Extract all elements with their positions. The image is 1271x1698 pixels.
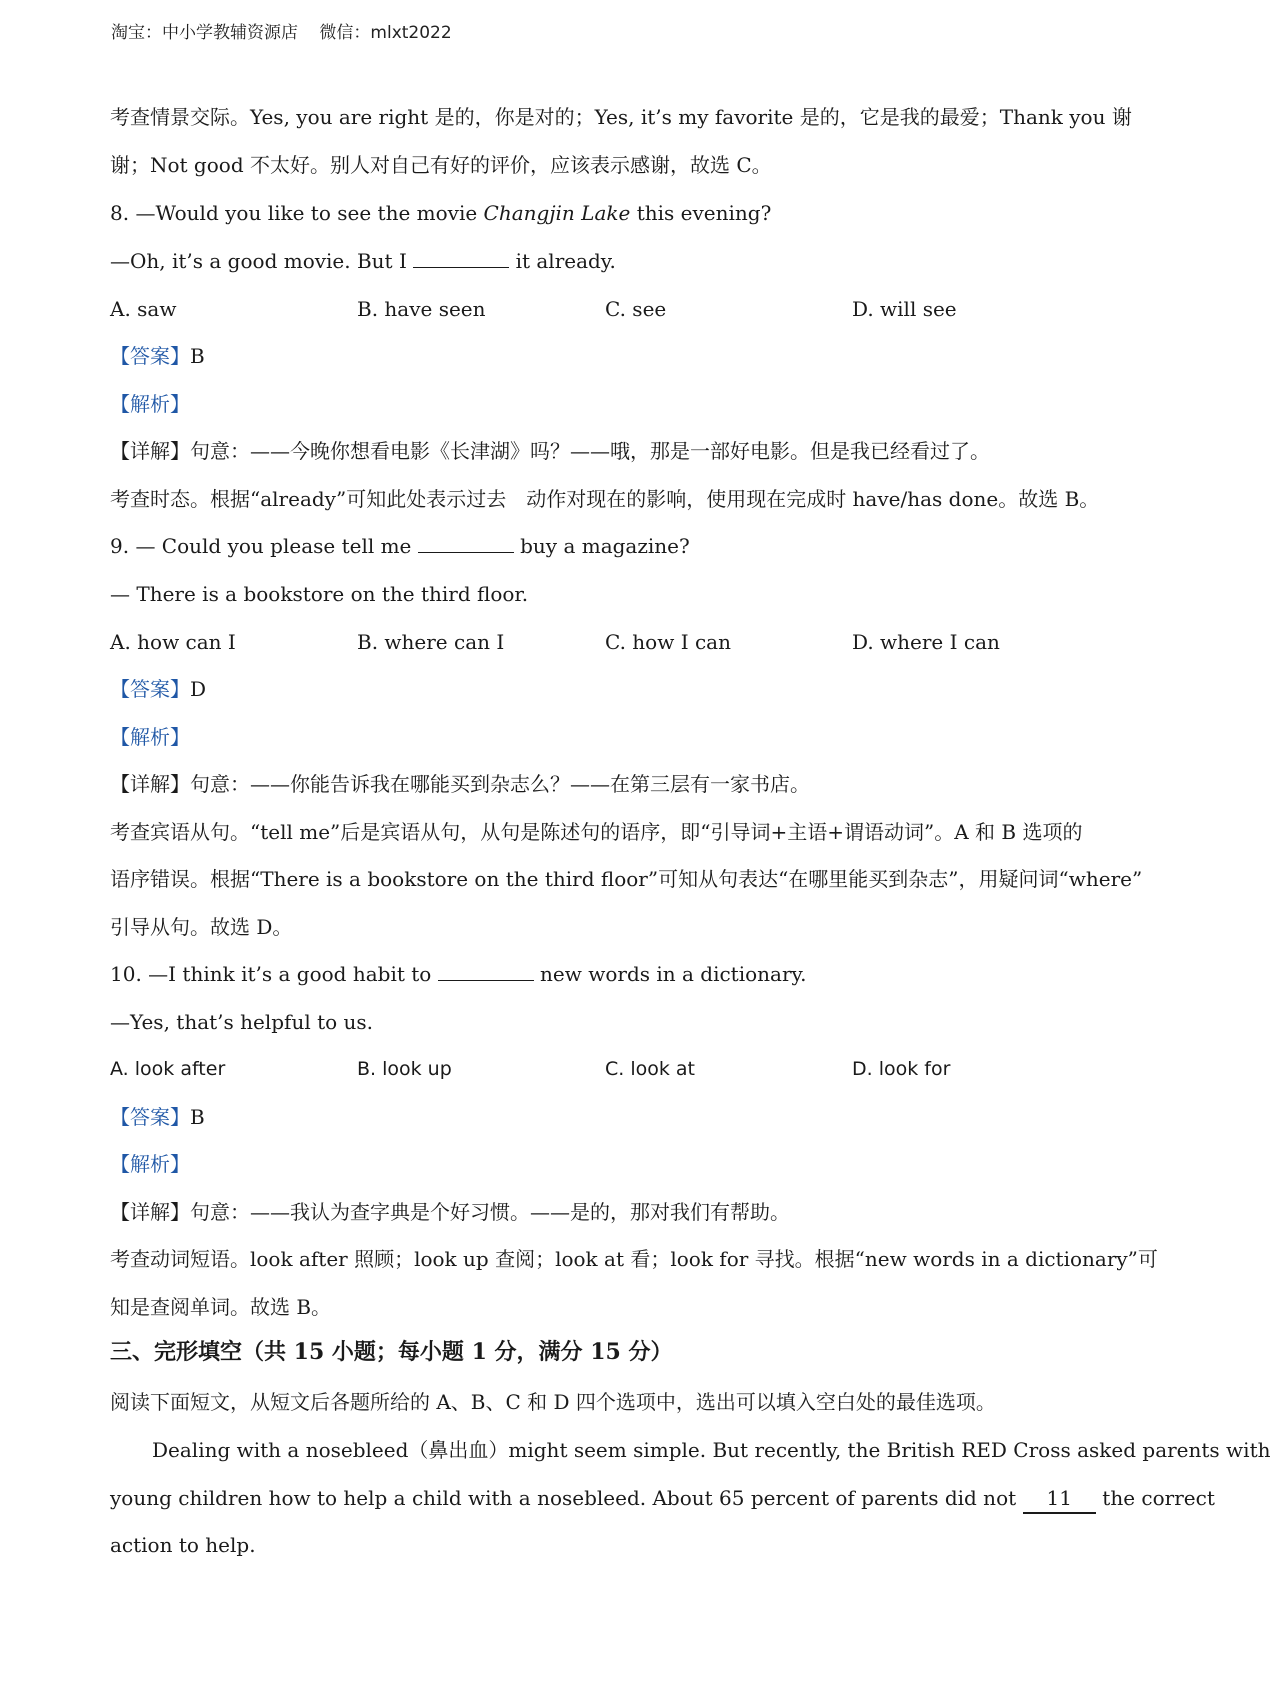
answer-value: B [190, 1105, 205, 1129]
option-d: D. where I can [852, 630, 1000, 654]
analysis-tag: 【解析】 [110, 1152, 190, 1176]
question-10-reply: —Yes, that’s helpful to us. [110, 1010, 374, 1034]
passage-line: young children how to help a child with a nosebleed. About 65 percent of parents did not 11 the correct [110, 1484, 1215, 1514]
question-8: 8. —Would you like to see the movie Changjin Lake this evening? [110, 201, 772, 225]
answer-blank [438, 962, 534, 981]
passage-line: action to help. [110, 1533, 256, 1557]
option-d: D. look for [852, 1058, 951, 1080]
question-8-reply: —Oh, it’s a good movie. But I it already. [110, 249, 616, 273]
option-c: C. look at [605, 1058, 696, 1080]
detail-tag: 【详解】 [110, 439, 190, 463]
question-10: 10. —I think it’s a good habit to new words in a dictionary. [110, 962, 807, 986]
explanation-line: 谢；Not good 不太好。别人对自己有好的评价，应该表示感谢，故选 C。 [110, 153, 772, 177]
blank-11: 11 [1023, 1484, 1096, 1514]
answer-value: D [190, 677, 207, 701]
option-b: B. look up [357, 1058, 452, 1080]
section-heading: 三、完形填空（共 15 小题；每小题 1 分，满分 15 分） [110, 1339, 673, 1365]
answer-tag: 【答案】 [110, 1105, 190, 1129]
detail-line: 考查时态。根据“already”可知此处表示过去 动作对现在的影响，使用现在完成时 have/has done。故选 B。 [110, 487, 1100, 511]
detail-tag: 【详解】 [110, 772, 190, 796]
detail-line: 引导从句。故选 D。 [110, 915, 293, 939]
option-a: A. look after [110, 1058, 226, 1080]
header-shop: 淘宝：中小学教辅资源店 [111, 23, 298, 43]
passage-line: Dealing with a nosebleed（鼻出血）might seem simple. But recently, the British RED Cross asked parents with [152, 1438, 1271, 1462]
option-b: B. have seen [357, 297, 486, 321]
detail-line: 语序错误。根据“There is a bookstore on the third floor”可知从句表达“在哪里能买到杂志”，用疑问词“where” [110, 867, 1143, 891]
detail-line: 考查动词短语。look after 照顾；look up 查阅；look at 看；look for 寻找。根据“new words in a dictionary”可 [110, 1247, 1158, 1271]
answer-blank [418, 534, 514, 553]
movie-title: Changjin Lake [483, 201, 631, 225]
analysis-tag: 【解析】 [110, 392, 190, 416]
instruction: 阅读下面短文，从短文后各题所给的 A、B、C 和 D 四个选项中，选出可以填入空白处的最佳选项。 [110, 1390, 996, 1414]
answer-line [110, 675, 206, 703]
analysis-tag: 【解析】 [110, 725, 190, 749]
explanation-line: 考查情景交际。Yes, you are right 是的，你是对的；Yes, it’s my favorite 是的，它是我的最爱；Thank you 谢 [110, 105, 1132, 129]
option-d: D. will see [852, 297, 957, 321]
detail-line: 【详解】句意：——我认为查字典是个好习惯。——是的，那对我们有帮助。 [110, 1200, 790, 1224]
option-c: C. see [605, 297, 667, 321]
answer-line [110, 1103, 205, 1131]
answer-tag: 【答案】 [110, 677, 190, 701]
option-b: B. where can I [357, 630, 505, 654]
detail-line: 知是查阅单词。故选 B。 [110, 1295, 332, 1319]
answer-tag: 【答案】 [110, 344, 190, 368]
option-c: C. how I can [605, 630, 731, 654]
answer-value: B [190, 344, 205, 368]
question-9: 9. — Could you please tell me buy a magazine? [110, 534, 690, 558]
question-9-reply: — There is a bookstore on the third floor. [110, 582, 529, 606]
detail-line: 【详解】句意：——你能告诉我在哪能买到杂志么？——在第三层有一家书店。 [110, 772, 810, 796]
option-a: A. how can I [110, 630, 236, 654]
detail-tag: 【详解】 [110, 1200, 190, 1224]
header-wechat: 微信：mlxt2022 [319, 23, 452, 43]
answer-blank [413, 249, 509, 268]
page-header [111, 18, 468, 43]
detail-line: 【详解】句意：——今晚你想看电影《长津湖》吗？——哦，那是一部好电影。但是我已经看过了。 [110, 439, 990, 463]
detail-line: 考查宾语从句。“tell me”后是宾语从句，从句是陈述句的语序，即“引导词+主语+谓语动词”。A 和 B 选项的 [110, 820, 1083, 844]
answer-line [110, 342, 205, 370]
option-a: A. saw [110, 297, 177, 321]
